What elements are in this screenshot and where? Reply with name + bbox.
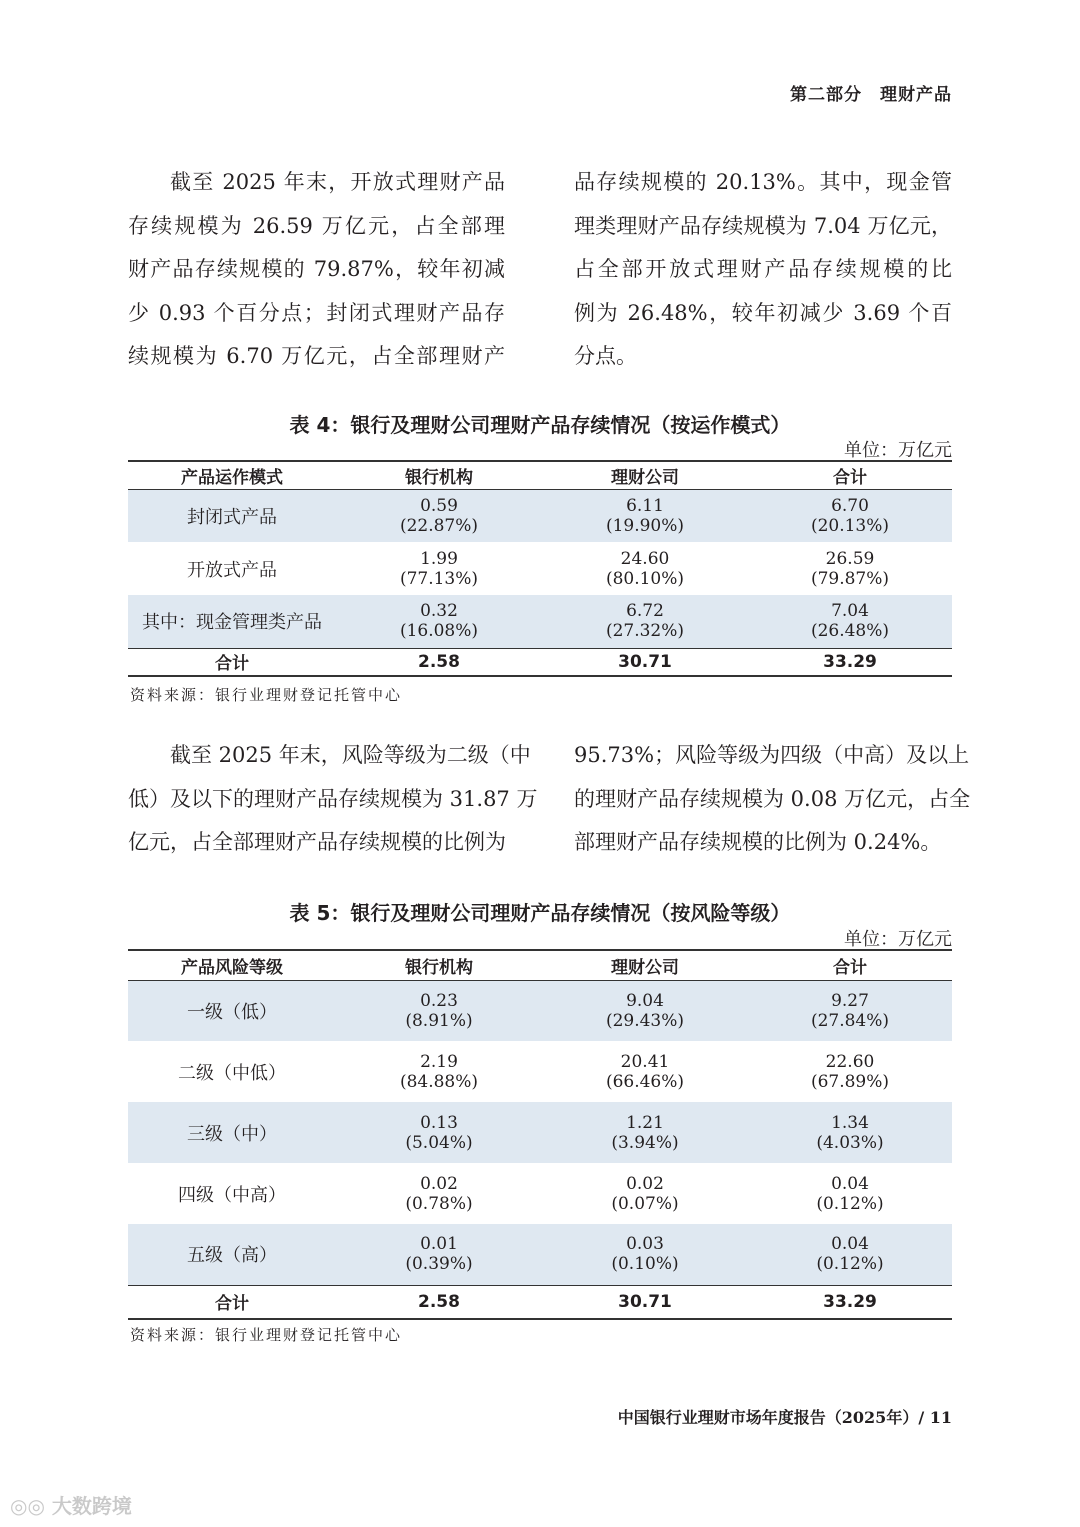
- column-header: 理财公司: [542, 461, 748, 489]
- text-line: 存续规模为 26.59 万亿元，占全部理: [128, 213, 505, 238]
- table-header-row: [128, 950, 952, 980]
- table-row: [128, 1041, 952, 1102]
- table-total-row: [128, 1285, 952, 1319]
- table4-source: 资料来源：银行业理财登记托管中心: [130, 686, 403, 704]
- text-line: 例为 26.48%，较年初减少 3.69 个百: [574, 300, 952, 325]
- table-row: [128, 542, 952, 595]
- column-header: 合计: [748, 950, 952, 980]
- page-footer: 中国银行业理财市场年度报告（2025年）/ 11: [617, 1408, 952, 1427]
- total-label: 合计: [128, 648, 336, 676]
- text-line: 截至 2025 年末，开放式理财产品: [170, 170, 505, 194]
- total-cell: 0.04 (0.12%): [748, 1224, 952, 1285]
- total-cell: 7.04 (26.48%): [748, 595, 952, 648]
- column-header: 理财公司: [542, 950, 748, 980]
- total-cell: 0.04 (0.12%): [816, 1173, 884, 1214]
- total-cell: 9.27 (27.84%): [748, 980, 952, 1041]
- text-line: 品存续规模的 20.13%。其中，现金管: [574, 170, 952, 194]
- paragraph-2-left: [128, 734, 538, 865]
- table-row: [128, 489, 952, 542]
- table4-unit: 单位：万亿元: [844, 440, 952, 461]
- text-line: 财产品存续规模的 79.87%，较年初减: [128, 257, 505, 281]
- table-header-row: [128, 461, 952, 489]
- text-line: 少 0.93 个百分点；封闭式理财产品存: [128, 300, 505, 325]
- total-bank: 2.58: [336, 648, 542, 676]
- text-line: 理类理财产品存续规模为 7.04 万亿元，: [574, 213, 952, 238]
- text-line: 分点。: [574, 344, 637, 368]
- table5-source: 资料来源：银行业理财登记托管中心: [130, 1326, 403, 1344]
- column-header: 合计: [748, 461, 952, 489]
- bank-cell: 2.19 (84.88%): [399, 1051, 479, 1092]
- watermark: [10, 1490, 132, 1519]
- table4-title: 表 4：银行及理财公司理财产品存续情况（按运作模式）: [289, 413, 791, 437]
- table5-title: 表 5：银行及理财公司理财产品存续情况（按风险等级）: [289, 901, 791, 925]
- bank-cell: 1.99 (77.13%): [399, 548, 479, 589]
- table-row: [128, 1224, 952, 1285]
- total-cell: 1.34 (4.03%): [748, 1102, 952, 1163]
- wmc-cell: 1.21 (3.94%): [542, 1102, 748, 1163]
- total-cell: 6.70 (20.13%): [748, 489, 952, 542]
- wmc-cell: 6.72 (27.32%): [542, 595, 748, 648]
- text-line: 的理财产品存续规模为 0.08 万亿元，占全: [574, 786, 971, 811]
- total-wmc: 30.71: [542, 1285, 748, 1319]
- column-header: 产品运作模式: [128, 461, 336, 489]
- bank-cell: 0.59 (22.87%): [336, 489, 542, 542]
- text-line: 截至 2025 年末，风险等级为二级（中: [170, 743, 531, 767]
- column-header: 银行机构: [336, 950, 542, 980]
- column-header: 银行机构: [336, 461, 542, 489]
- table4: [128, 460, 952, 677]
- total-wmc: 30.71: [542, 648, 748, 676]
- table-row: [128, 1102, 952, 1163]
- table-row: [128, 980, 952, 1041]
- table-row: [128, 1163, 952, 1224]
- row-label: 二级（中低）: [178, 1062, 286, 1084]
- paragraph-2-right: [574, 734, 971, 865]
- total-cell: 26.59 (79.87%): [810, 548, 890, 589]
- wmc-cell: 24.60 (80.10%): [605, 548, 685, 589]
- watermark-logo-icon: ◎◎: [10, 1494, 52, 1518]
- paragraph-1-right: [574, 161, 952, 379]
- text-line: 部理财产品存续规模的比例为 0.24%。: [574, 830, 942, 854]
- total-sum: 33.29: [748, 648, 952, 676]
- total-cell: 22.60 (67.89%): [810, 1051, 890, 1092]
- text-line: 95.73%；风险等级为四级（中高）及以上: [574, 743, 970, 767]
- table5: [128, 949, 952, 1320]
- wmc-cell: 0.03 (0.10%): [542, 1224, 748, 1285]
- table-total-row: [128, 648, 952, 676]
- text-line: 续规模为 6.70 万亿元，占全部理财产: [128, 344, 505, 368]
- total-bank: 2.58: [336, 1285, 542, 1319]
- wmc-cell: 0.02 (0.07%): [611, 1173, 679, 1214]
- row-label: 一级（低）: [128, 980, 336, 1041]
- row-label: 封闭式产品: [128, 489, 336, 542]
- paragraph-1-left: [128, 161, 505, 379]
- wmc-cell: 9.04 (29.43%): [542, 980, 748, 1041]
- page-header: 第二部分 理财产品: [790, 85, 952, 105]
- column-header: 产品风险等级: [128, 950, 336, 980]
- row-label: 三级（中）: [128, 1102, 336, 1163]
- bank-cell: 0.01 (0.39%): [336, 1224, 542, 1285]
- total-label: 合计: [128, 1285, 336, 1319]
- row-label: 五级（高）: [128, 1224, 336, 1285]
- row-label: 四级（中高）: [178, 1184, 286, 1206]
- table5-unit: 单位：万亿元: [844, 929, 952, 950]
- bank-cell: 0.02 (0.78%): [405, 1173, 473, 1214]
- total-sum: 33.29: [748, 1285, 952, 1319]
- wmc-cell: 20.41 (66.46%): [605, 1051, 685, 1092]
- table-row: [128, 595, 952, 648]
- bank-cell: 0.23 (8.91%): [336, 980, 542, 1041]
- bank-cell: 0.32 (16.08%): [336, 595, 542, 648]
- bank-cell: 0.13 (5.04%): [336, 1102, 542, 1163]
- text-line: 低）及以下的理财产品存续规模为 31.87 万: [128, 786, 538, 811]
- row-label: 开放式产品: [187, 559, 277, 581]
- watermark-text: 大数跨境: [51, 1494, 132, 1518]
- text-line: 占全部开放式理财产品存续规模的比: [574, 257, 952, 281]
- text-line: 亿元，占全部理财产品存续规模的比例为: [128, 830, 506, 854]
- row-label: 其中：现金管理类产品: [128, 595, 336, 648]
- wmc-cell: 6.11 (19.90%): [542, 489, 748, 542]
